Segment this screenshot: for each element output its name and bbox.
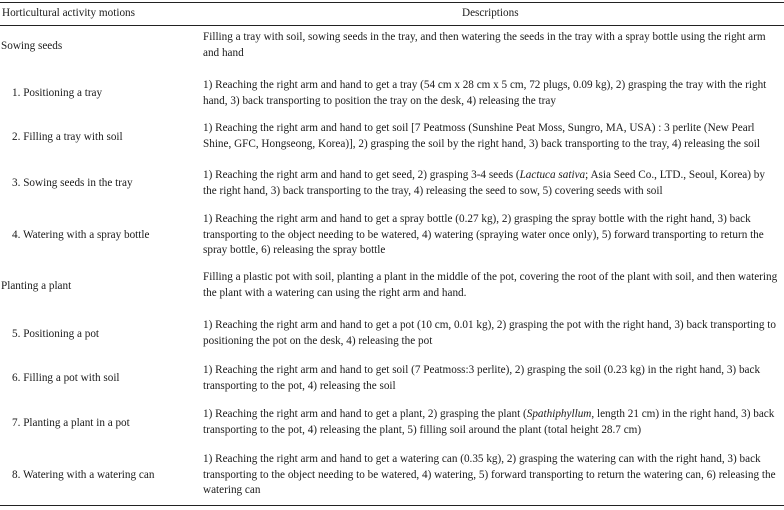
description-cell — [203, 168, 781, 199]
description-text: 1) Reaching the right arm and hand to get seed, 2) grasping 3-4 seeds ( — [203, 169, 520, 181]
activity-cell: 6. Filling a pot with soil — [12, 372, 120, 384]
description-cell: 1) Reaching the right arm and hand to get a spray bottle (0.27 kg), 2) grasping the spray bottle with the right hand, 3) back transporting to the object needing to be watered, 4) watering (spraying water once only), 5) forward transporting to return the spray bottle, 6) releasing the spray bottle — [203, 213, 764, 256]
description-cell: 1) Reaching the right arm and hand to get a tray (54 cm x 28 cm x 5 cm, 72 plugs, 0.09 kg), 2) grasping the tray with the right hand, 3) back transporting to position the tray on the desk, 4) releasing the tray — [203, 79, 767, 107]
activity-cell: 1. Positioning a tray — [12, 87, 103, 99]
table-top-rule — [0, 2, 784, 3]
activity-cell: 7. Planting a plant in a pot — [12, 417, 130, 429]
species-name: Lactuca sativa — [519, 169, 586, 181]
species-name: Spathiphyllum — [526, 408, 592, 420]
activity-cell: 8. Watering with a watering can — [12, 469, 155, 481]
description-text: 1) Reaching the right arm and hand to get a plant, 2) grasping the plant ( — [203, 408, 527, 420]
activity-cell: 3. Sowing seeds in the tray — [12, 177, 133, 189]
description-text: ; Asia Seed Co., LTD., Seoul, Korea) by the right hand, 3) back transporting to the tray, 4) releasing the seed to sow, 5) covering seeds with soil — [203, 169, 765, 197]
description-text: , length 21 cm) in the right hand, 3) back transporting to the pot, 4) releasing the plant, 5) filling soil around the plant (total height 28.7 cm) — [203, 408, 775, 436]
activity-cell: 2. Filling a tray with soil — [12, 131, 123, 143]
description-cell — [203, 407, 781, 438]
description-cell: Filling a tray with soil, sowing seeds in the tray, and then watering the seeds in the tray with a spray bottle using the right arm and hand — [203, 31, 766, 59]
table-bottom-rule — [0, 505, 784, 506]
description-cell: 1) Reaching the right arm and hand to get a watering can (0.35 kg), 2) grasping the watering can with the right hand, 3) back transporting to the object needing to be watered, 4) watering, 5) forward transporting to return the watering can, 6) releasing the watering can — [203, 453, 776, 496]
activity-cell: Planting a plant — [1, 280, 72, 292]
header-rule — [0, 25, 784, 26]
description-cell: Filling a plastic pot with soil, planting a plant in the middle of the pot, covering the root of the plant with soil, and then watering the plant with a watering can using the right arm and hand. — [203, 271, 778, 299]
header-description: Descriptions — [462, 7, 519, 19]
activity-cell: 5. Positioning a pot — [12, 328, 100, 340]
description-cell: 1) Reaching the right arm and hand to get a pot (10 cm, 0.01 kg), 2) grasping the pot with the right hand, 3) back transporting to positioning the pot on the desk, 4) releasing the pot — [203, 319, 776, 347]
activity-cell: Sowing seeds — [1, 40, 63, 52]
description-cell: 1) Reaching the right arm and hand to get soil [7 Peatmoss (Sunshine Peat Moss, Sungro, MA, USA) : 3 perlite (New Pearl Shine, GFC, Hongseong, Korea)], 2) grasping the soil by the right hand, 3) back transporting to the tray, 4) releasing the soil — [203, 122, 760, 150]
description-cell: 1) Reaching the right arm and hand to get soil (7 Peatmoss:3 perlite), 2) grasping the soil (0.23 kg) in the right hand, 3) back transporting to the pot, 4) releasing the soil — [203, 364, 761, 392]
header-activity: Horticultural activity motions — [2, 7, 135, 19]
activity-cell: 4. Watering with a spray bottle — [12, 229, 150, 241]
